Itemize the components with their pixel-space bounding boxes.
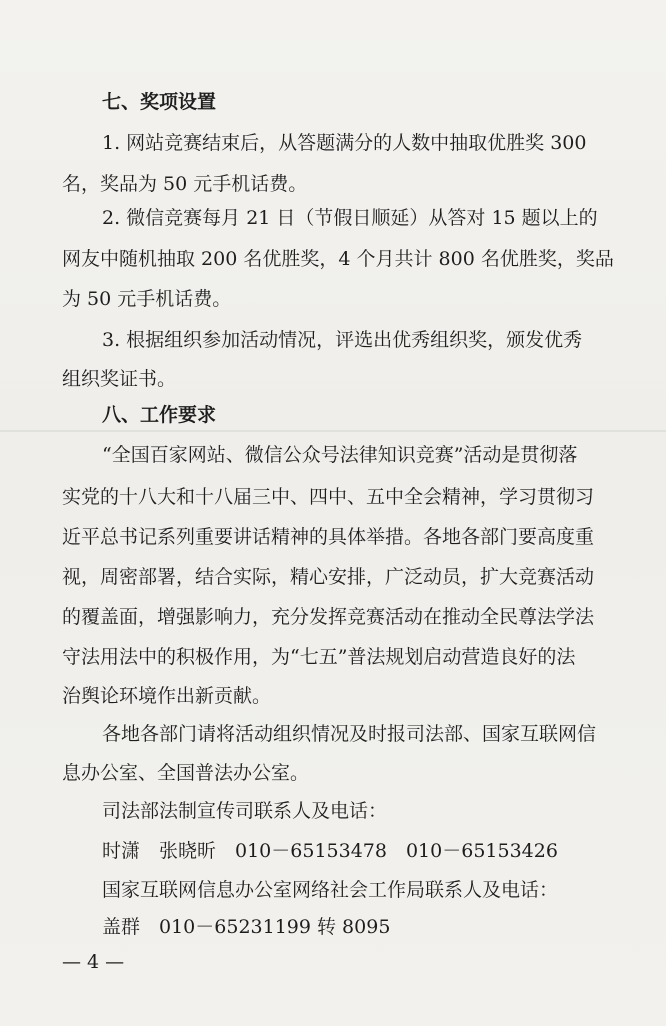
section-heading-awards: 七、奖项设置: [102, 91, 217, 113]
requirements-para-2-line-1: 各地各部门请将活动组织情况及时报司法部、国家互联网信: [102, 723, 597, 745]
awards-item-3-line-2: 组织奖证书。: [62, 368, 177, 390]
requirements-para-1-line-6: 守法用法中的积极作用，为“七五”普法规划启动营造良好的法: [62, 646, 576, 668]
awards-item-1-line-2: 名，奖品为 50 元手机话费。: [62, 173, 308, 195]
cac-contact-label: 国家互联网信息办公室网络社会工作局联系人及电话：: [102, 879, 559, 901]
requirements-para-1-line-2: 实党的十八大和十八届三中、四中、五中全会精神，学习贯彻习: [62, 486, 595, 508]
awards-item-2-line-3: 为 50 元手机话费。: [62, 288, 232, 310]
requirements-para-2-line-2: 息办公室、全国普法办公室。: [62, 762, 310, 784]
requirements-para-1-line-1: “全国百家网站、微信公众号法律知识竞赛”活动是贯彻落: [102, 444, 578, 466]
page-number: — 4 —: [62, 951, 125, 973]
moj-contact-details: 时潇 张晓昕 010－65153478 010－65153426: [102, 840, 558, 862]
requirements-para-1-line-3: 近平总书记系列重要讲话精神的具体举措。各地各部门要高度重: [62, 526, 595, 548]
requirements-para-1-line-5: 的覆盖面，增强影响力，充分发挥竞赛活动在推动全民尊法学法: [62, 606, 595, 628]
requirements-para-1-line-7: 治舆论环境作出新贡献。: [62, 685, 272, 707]
cac-contact-details: 盖群 010－65231199 转 8095: [102, 916, 391, 938]
awards-item-2-line-1: 2. 微信竞赛每月 21 日（节假日顺延）从答对 15 题以上的: [102, 207, 598, 229]
requirements-para-1-line-4: 视，周密部署，结合实际，精心安排，广泛动员，扩大竞赛活动: [62, 566, 595, 588]
section-heading-requirements: 八、工作要求: [102, 404, 217, 426]
awards-item-3-line-1: 3. 根据组织参加活动情况，评选出优秀组织奖，颁发优秀: [102, 329, 583, 351]
awards-item-2-line-2: 网友中随机抽取 200 名优胜奖，4 个月共计 800 名优胜奖，奖品: [62, 248, 614, 270]
paper-fold-line: [0, 430, 666, 432]
moj-contact-label: 司法部法制宣传司联系人及电话：: [102, 800, 388, 822]
awards-item-1-line-1: 1. 网站竞赛结束后，从答题满分的人数中抽取优胜奖 300: [102, 132, 587, 154]
